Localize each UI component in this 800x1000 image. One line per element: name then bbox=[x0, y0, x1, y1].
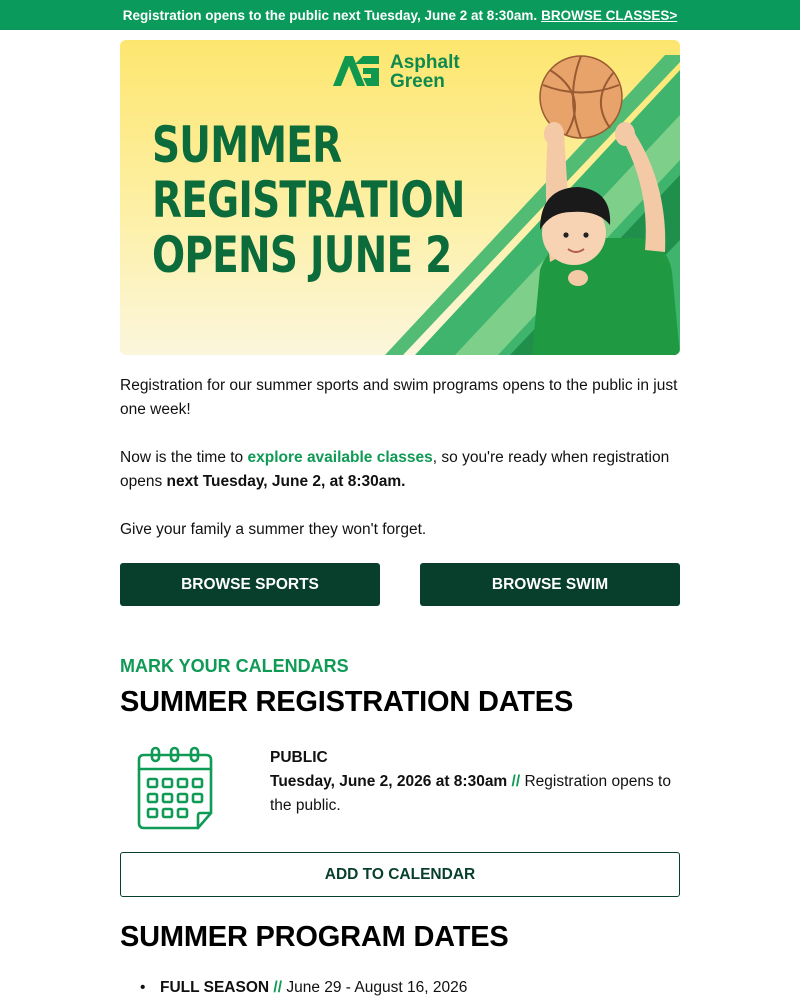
explore-classes-link[interactable]: explore available classes bbox=[247, 449, 433, 466]
intro-paragraph-1: Registration for our summer sports and swim programs opens to the public in just one week! bbox=[120, 377, 678, 418]
event-label: PUBLIC bbox=[270, 749, 328, 766]
event-date: Tuesday, June 2, 2026 at 8:30am bbox=[270, 773, 508, 790]
program-dates-heading: SUMMER PROGRAM DATES bbox=[120, 921, 509, 953]
program-dates: June 29 - August 16, 2026 bbox=[286, 979, 468, 996]
registration-event bbox=[270, 746, 680, 818]
calendar-icon bbox=[136, 745, 214, 833]
headline-line-1: SUMMER bbox=[152, 116, 342, 174]
list-item bbox=[140, 976, 467, 1000]
event-description: Registration opens to the public. bbox=[270, 773, 671, 814]
logo-line-2: Green bbox=[390, 71, 445, 92]
p2-text-before: Now is the time to bbox=[120, 449, 248, 466]
intro-paragraph-2 bbox=[120, 446, 680, 494]
program-separator: // bbox=[273, 979, 283, 996]
hero-banner[interactable] bbox=[120, 40, 680, 355]
headline-line-2: REGISTRATION bbox=[152, 171, 465, 229]
browse-classes-link[interactable]: BROWSE CLASSES> bbox=[541, 7, 678, 23]
hero-headline bbox=[152, 118, 465, 283]
event-separator: // bbox=[511, 773, 521, 790]
browse-swim-button[interactable]: BROWSE SWIM bbox=[420, 563, 680, 606]
asphalt-green-logo bbox=[333, 54, 381, 88]
headline-line-3: OPENS JUNE 2 bbox=[152, 226, 452, 284]
p2-bold-date: next Tuesday, June 2, at 8:30am. bbox=[166, 473, 406, 490]
registration-dates-heading: SUMMER REGISTRATION DATES bbox=[120, 686, 574, 718]
bullet-icon: • bbox=[140, 979, 146, 996]
intro-paragraph-3: Give your family a summer they won't forget. bbox=[120, 521, 427, 538]
add-to-calendar-button[interactable]: ADD TO CALENDAR bbox=[120, 852, 680, 897]
program-list bbox=[140, 976, 467, 1000]
p2-text-after: , so you're ready when registration opens bbox=[120, 449, 670, 490]
logo-line-1: Asphalt bbox=[390, 52, 460, 73]
program-label: FULL SEASON bbox=[160, 979, 270, 996]
announcement-text: Registration opens to the public next Tuesday, June 2 at 8:30am. bbox=[122, 7, 538, 23]
mark-calendars-eyebrow: MARK YOUR CALENDARS bbox=[120, 656, 349, 676]
logo-wordmark bbox=[390, 53, 460, 91]
announcement-bar bbox=[0, 0, 800, 30]
browse-sports-button[interactable]: BROWSE SPORTS bbox=[120, 563, 380, 606]
event-details bbox=[270, 770, 680, 818]
